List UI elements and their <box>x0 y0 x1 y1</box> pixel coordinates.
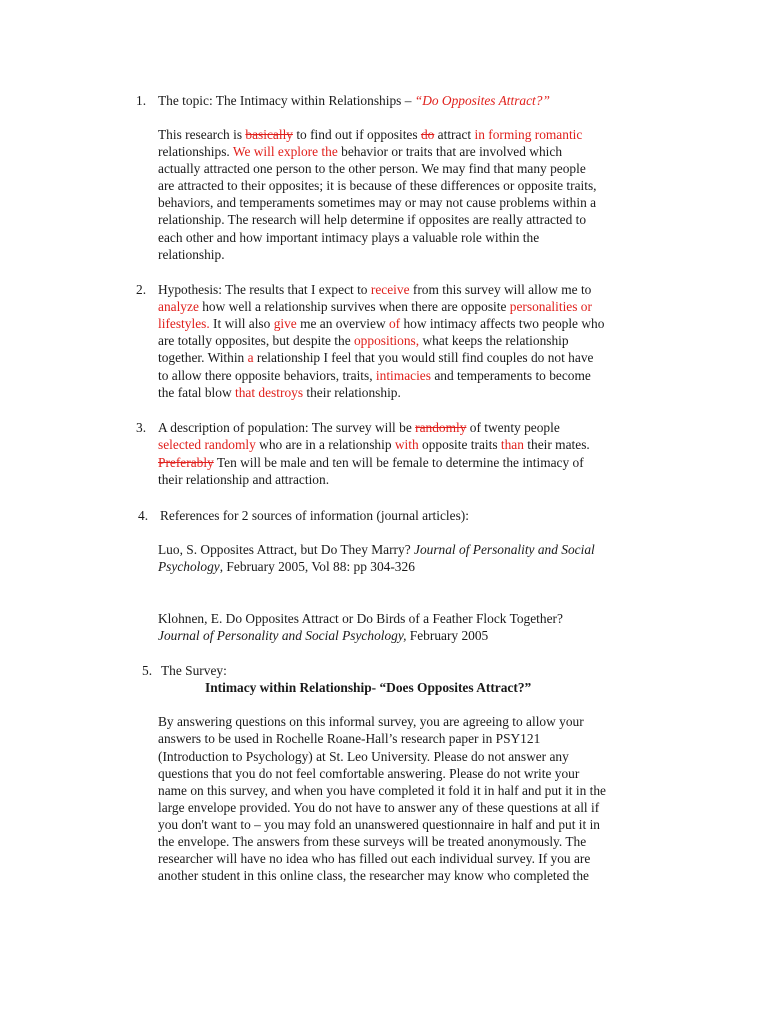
edited-text: intimacies <box>375 368 431 383</box>
edited-text: analyze <box>158 299 199 314</box>
text-run: , February 2005, Vol 88: pp 304-326 <box>219 559 415 574</box>
survey-line: you don't want to – you may fold an unanswered questionnaire in half and put it in <box>158 817 600 832</box>
text-run: who are in a relationship <box>255 437 395 452</box>
body-line <box>158 298 592 315</box>
edited-text: give <box>273 316 297 331</box>
edited-text: personalities or <box>509 299 592 314</box>
body-line <box>158 315 604 332</box>
edited-text: receive <box>370 282 410 297</box>
text-run: relationship. The research will help determine if opposites are really attracted to <box>158 212 587 227</box>
edited-text: than <box>500 437 524 452</box>
item-2-number: 2. <box>136 282 147 297</box>
text-run: relationship I feel that you would still find couples do not have <box>253 350 594 365</box>
text-run: relationship. <box>158 247 225 262</box>
survey-line: the envelope. The answers from these surveys will be treated anonymously. The <box>158 834 587 849</box>
text-run: It will also <box>209 316 274 331</box>
text-run: how intimacy affects two people who <box>400 316 605 331</box>
survey-line: another student in this online class, the researcher may know who completed the <box>158 868 589 883</box>
text-run: to allow there opposite behaviors, traits, <box>158 368 376 383</box>
body-line <box>158 367 591 384</box>
body-line <box>158 471 329 488</box>
edited-text: a <box>247 350 254 365</box>
text-run: attract <box>434 127 475 142</box>
text-run: relationships. <box>158 144 233 159</box>
text-run: and temperaments to become <box>430 368 591 383</box>
edited-text: in forming romantic <box>474 127 583 142</box>
text-run: of twenty people <box>466 420 560 435</box>
text-run: Klohnen, E. Do Opposites Attract or Do Birds of a Feather Flock Together? <box>158 611 563 626</box>
survey-line: (Introduction to Psychology) at St. Leo University. Please do not answer any <box>158 749 569 764</box>
text-run: their relationship and attraction. <box>158 472 330 487</box>
edited-text: of <box>388 316 401 331</box>
body-line <box>158 349 593 366</box>
text-run: behaviors, and temperaments sometimes may or may not cause problems within a <box>158 195 597 210</box>
text-run: the fatal blow <box>158 385 235 400</box>
edited-text: selected randomly <box>158 437 256 452</box>
survey-line: name on this survey, and when you have completed it fold it in half and put it in the <box>158 783 606 798</box>
edited-text: “Do Opposites Attract?” <box>414 93 550 108</box>
reference-line <box>158 627 488 644</box>
item-4-heading <box>160 507 469 524</box>
survey-title: Intimacy within Relationship- “Does Opposites Attract?” <box>205 680 532 695</box>
text-run: are totally opposites, but despite the <box>158 333 354 348</box>
edited-text: We will explore the <box>232 144 338 159</box>
text-run: Luo, S. Opposites Attract, but Do They Marry? <box>158 542 414 557</box>
struck-text: do <box>420 127 435 142</box>
text-run: are attracted to their opposites; it is because of these differences or opposite traits, <box>158 178 597 193</box>
edited-text: with <box>394 437 419 452</box>
reference-line <box>158 558 415 575</box>
reference-line <box>158 541 595 558</box>
item-1-number: 1. <box>136 93 147 108</box>
text-run: opposite traits <box>418 437 501 452</box>
text-run: what keeps the relationship <box>419 333 569 348</box>
body-line <box>158 126 582 143</box>
item-3-number: 3. <box>136 420 147 435</box>
text-run: their relationship. <box>303 385 401 400</box>
item-4-number: 4. <box>138 508 149 523</box>
text-run: February 2005 <box>406 628 489 643</box>
survey-line: researcher will have no idea who has filled out each individual survey. If you are <box>158 851 591 866</box>
text-run: The Survey: <box>161 663 227 678</box>
body-line <box>158 211 586 228</box>
text-run: behavior or traits that are involved which <box>337 144 563 159</box>
body-line <box>158 454 584 471</box>
text-run: me an overview <box>296 316 389 331</box>
struck-text: randomly <box>415 420 467 435</box>
text-run: Psychology <box>158 559 220 574</box>
text-run: This research is <box>158 127 246 142</box>
body-line <box>158 436 590 453</box>
body-line <box>158 160 586 177</box>
text-run: how well a relationship survives when there are opposite <box>198 299 510 314</box>
body-line <box>158 384 401 401</box>
text-run: Ten will be male and ten will be female to determine the intimacy of <box>213 455 584 470</box>
text-run: actually attracted one person to the other person. We may find that many people <box>158 161 586 176</box>
text-run: Journal of Personality and Social <box>414 542 595 557</box>
survey-line: answers to be used in Rochelle Roane-Hall’s research paper in PSY121 <box>158 731 541 746</box>
body-line <box>158 246 225 263</box>
text-run: References for 2 sources of information (journal articles): <box>160 508 469 523</box>
text-run: Hypothesis: The results that I expect to <box>158 282 371 297</box>
survey-line: questions that you do not feel comfortable answering. Please do not write your <box>158 766 580 781</box>
reference-line <box>158 610 563 627</box>
body-line <box>158 194 596 211</box>
text-run: their mates. <box>523 437 590 452</box>
edited-text: oppositions, <box>353 333 420 348</box>
body-line <box>158 229 539 246</box>
body-line <box>158 177 597 194</box>
item-5-number: 5. <box>142 663 153 678</box>
edited-text: that destroys <box>234 385 304 400</box>
text-run: each other and how important intimacy plays a valuable role within the <box>158 230 540 245</box>
text-run: Journal of Personality and Social Psychology, <box>158 628 407 643</box>
body-line <box>158 281 591 298</box>
item-5-heading <box>161 662 227 679</box>
struck-text: basically <box>245 127 293 142</box>
body-line <box>158 419 560 436</box>
text-run: The topic: The Intimacy within Relationships – <box>158 93 415 108</box>
struck-text: Preferably <box>158 455 214 470</box>
text-run: to find out if opposites <box>292 127 421 142</box>
body-line <box>158 143 562 160</box>
text-run: together. Within <box>158 350 248 365</box>
item-1-topic-line <box>158 92 550 109</box>
survey-line: large envelope provided. You do not have to answer any of these questions at all if <box>158 800 600 815</box>
edited-text: lifestyles. <box>158 316 210 331</box>
text-run: A description of population: The survey will be <box>158 420 416 435</box>
body-line <box>158 332 569 349</box>
text-run: from this survey will allow me to <box>409 282 592 297</box>
survey-line: By answering questions on this informal survey, you are agreeing to allow your <box>158 714 584 729</box>
